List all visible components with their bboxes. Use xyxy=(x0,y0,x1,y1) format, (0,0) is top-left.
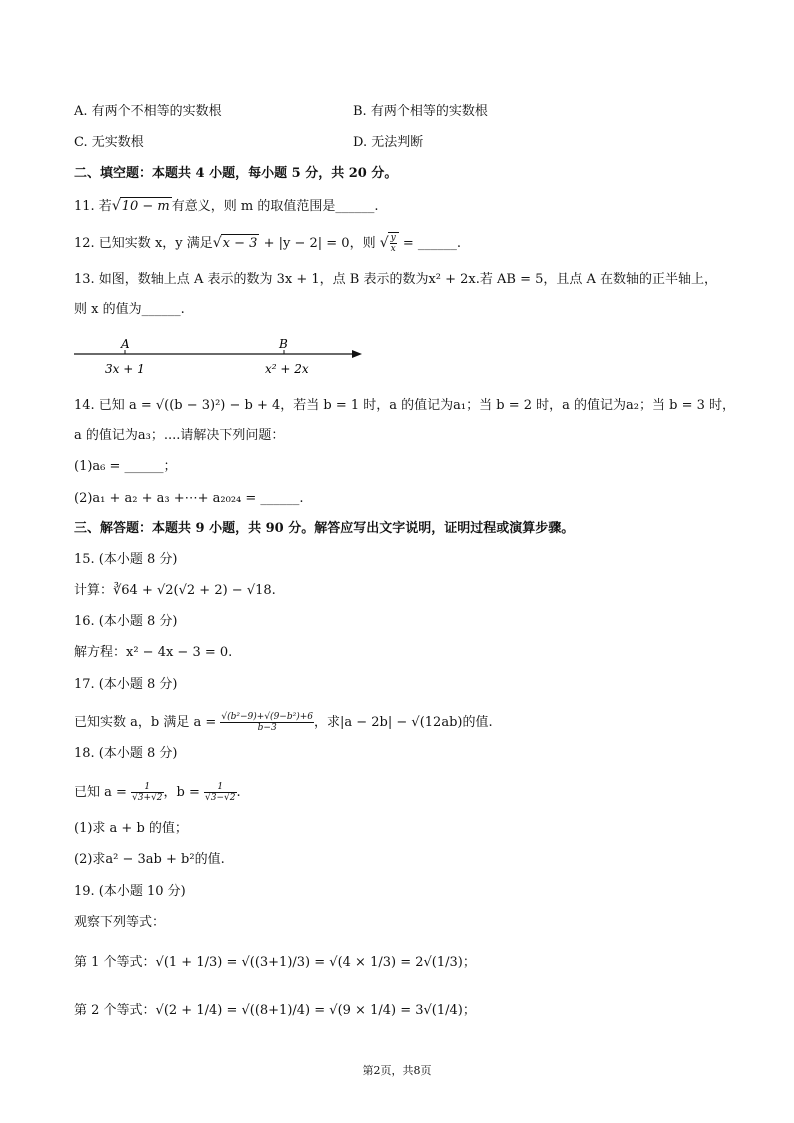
q16-body: 解方程：x² − 4x − 3 = 0. xyxy=(74,645,233,660)
q11-expr: 10 − m xyxy=(121,199,170,214)
q11-head: 11. 若 xyxy=(74,199,112,214)
q12-expr1: x − 3 xyxy=(222,236,258,251)
q18-b-numerator: 1 xyxy=(204,782,236,793)
q12-tail: = ______. xyxy=(402,236,462,251)
q15-title: 15. (本小题 8 分) xyxy=(74,552,178,567)
option-c: C. 无实数根 xyxy=(74,135,144,150)
section-2-heading: 二、填空题：本题共 4 小题，每小题 5 分，共 20 分。 xyxy=(74,166,398,181)
q12-mid: + |y − 2| = 0，则 xyxy=(263,236,376,251)
question-12: 12. 已知实数 x，y 满足√x − 3 + |y − 2| = 0，则 √ $\frac{y}{x}$ = ______. xyxy=(74,233,462,254)
q18-part2: (2)求a² − 3ab + b²的值. xyxy=(74,852,225,867)
q17-title: 17. (本小题 8 分) xyxy=(74,677,178,692)
point-b-label: B xyxy=(279,337,288,351)
q18-mid: ，b = xyxy=(163,785,200,800)
q18-b-denominator: √3−√2 xyxy=(205,793,236,803)
question-13-line1: 13. 如图，数轴上点 A 表示的数为 3x + 1，点 B 表示的数为x² + 2x.若 AB = 5，且点 A 在数轴的正半轴上， xyxy=(74,272,718,287)
q18-body xyxy=(74,782,241,803)
q18-head: 已知 a = xyxy=(74,785,127,800)
question-14-part1: (1)a₆ = ______； xyxy=(74,459,177,474)
question-11: 11. 若√10 − m 有意义，则 m 的取值范围是______. xyxy=(74,198,379,214)
q18-a-denominator: √3+√2 xyxy=(132,793,163,803)
point-a-label: A xyxy=(121,337,130,351)
option-b: B. 有两个相等的实数根 xyxy=(353,104,488,119)
section-3-heading: 三、解答题：本题共 9 小题，共 90 分。解答应写出文字说明，证明过程或演算步骤。 xyxy=(74,521,575,536)
q17-tail: ，求|a − 2b| − √(12ab)的值. xyxy=(314,715,493,730)
q19-title: 19. (本小题 10 分) xyxy=(74,884,186,899)
q17-head: 已知实数 a，b 满足 a = xyxy=(74,715,217,730)
q19-intro: 观察下列等式： xyxy=(74,915,166,930)
q17-body xyxy=(74,712,493,733)
q16-title: 16. (本小题 8 分) xyxy=(74,614,178,629)
point-b-expr: x² + 2x xyxy=(265,362,309,376)
q19-equation-1: 第 1 个等式：√(1 + 1/3) = √((3+1)/3) = √(4 × 1/3) = 2√(1/3)； xyxy=(74,955,476,970)
number-line-arrow xyxy=(352,350,362,358)
number-line-figure xyxy=(72,335,372,380)
q19-equation-2: 第 2 个等式：√(2 + 1/4) = √((8+1)/4) = √(9 × 1/4) = 3√(1/4)； xyxy=(74,1003,476,1018)
question-14-part2: (2)a₁ + a₂ + a₃ +⋯+ a₂₀₂₄ = ______. xyxy=(74,491,304,506)
q18-a-numerator: 1 xyxy=(131,782,163,793)
page-footer: 第2页，共8页 xyxy=(362,1064,432,1077)
question-13-line2: 则 x 的值为______. xyxy=(74,302,185,317)
q18-end: . xyxy=(236,785,241,800)
q18-title: 18. (本小题 8 分) xyxy=(74,746,178,761)
question-14-line1: 14. 已知 a = √((b − 3)²) − b + 4，若当 b = 1 时，a 的值记为a₁；当 b = 2 时，a 的值记为a₂；当 b = 3 时， xyxy=(74,398,736,413)
option-d: D. 无法判断 xyxy=(353,135,424,150)
question-14-line2: a 的值记为a₃；....请解决下列问题： xyxy=(74,428,285,443)
point-a-expr: 3x + 1 xyxy=(105,362,145,376)
q12-head: 12. 已知实数 x，y 满足 xyxy=(74,236,213,251)
q15-body: 计算：∛64 + √2(√2 + 2) − √18. xyxy=(74,583,276,598)
q17-denominator: b−3 xyxy=(257,723,277,733)
q11-tail: 有意义，则 m 的取值范围是______. xyxy=(171,199,379,214)
q17-numerator: √(b²−9)+√(9−b²)+6 xyxy=(221,712,313,722)
option-a: A. 有两个不相等的实数根 xyxy=(74,104,222,119)
q18-part1: (1)求 a + b 的值； xyxy=(74,821,188,836)
